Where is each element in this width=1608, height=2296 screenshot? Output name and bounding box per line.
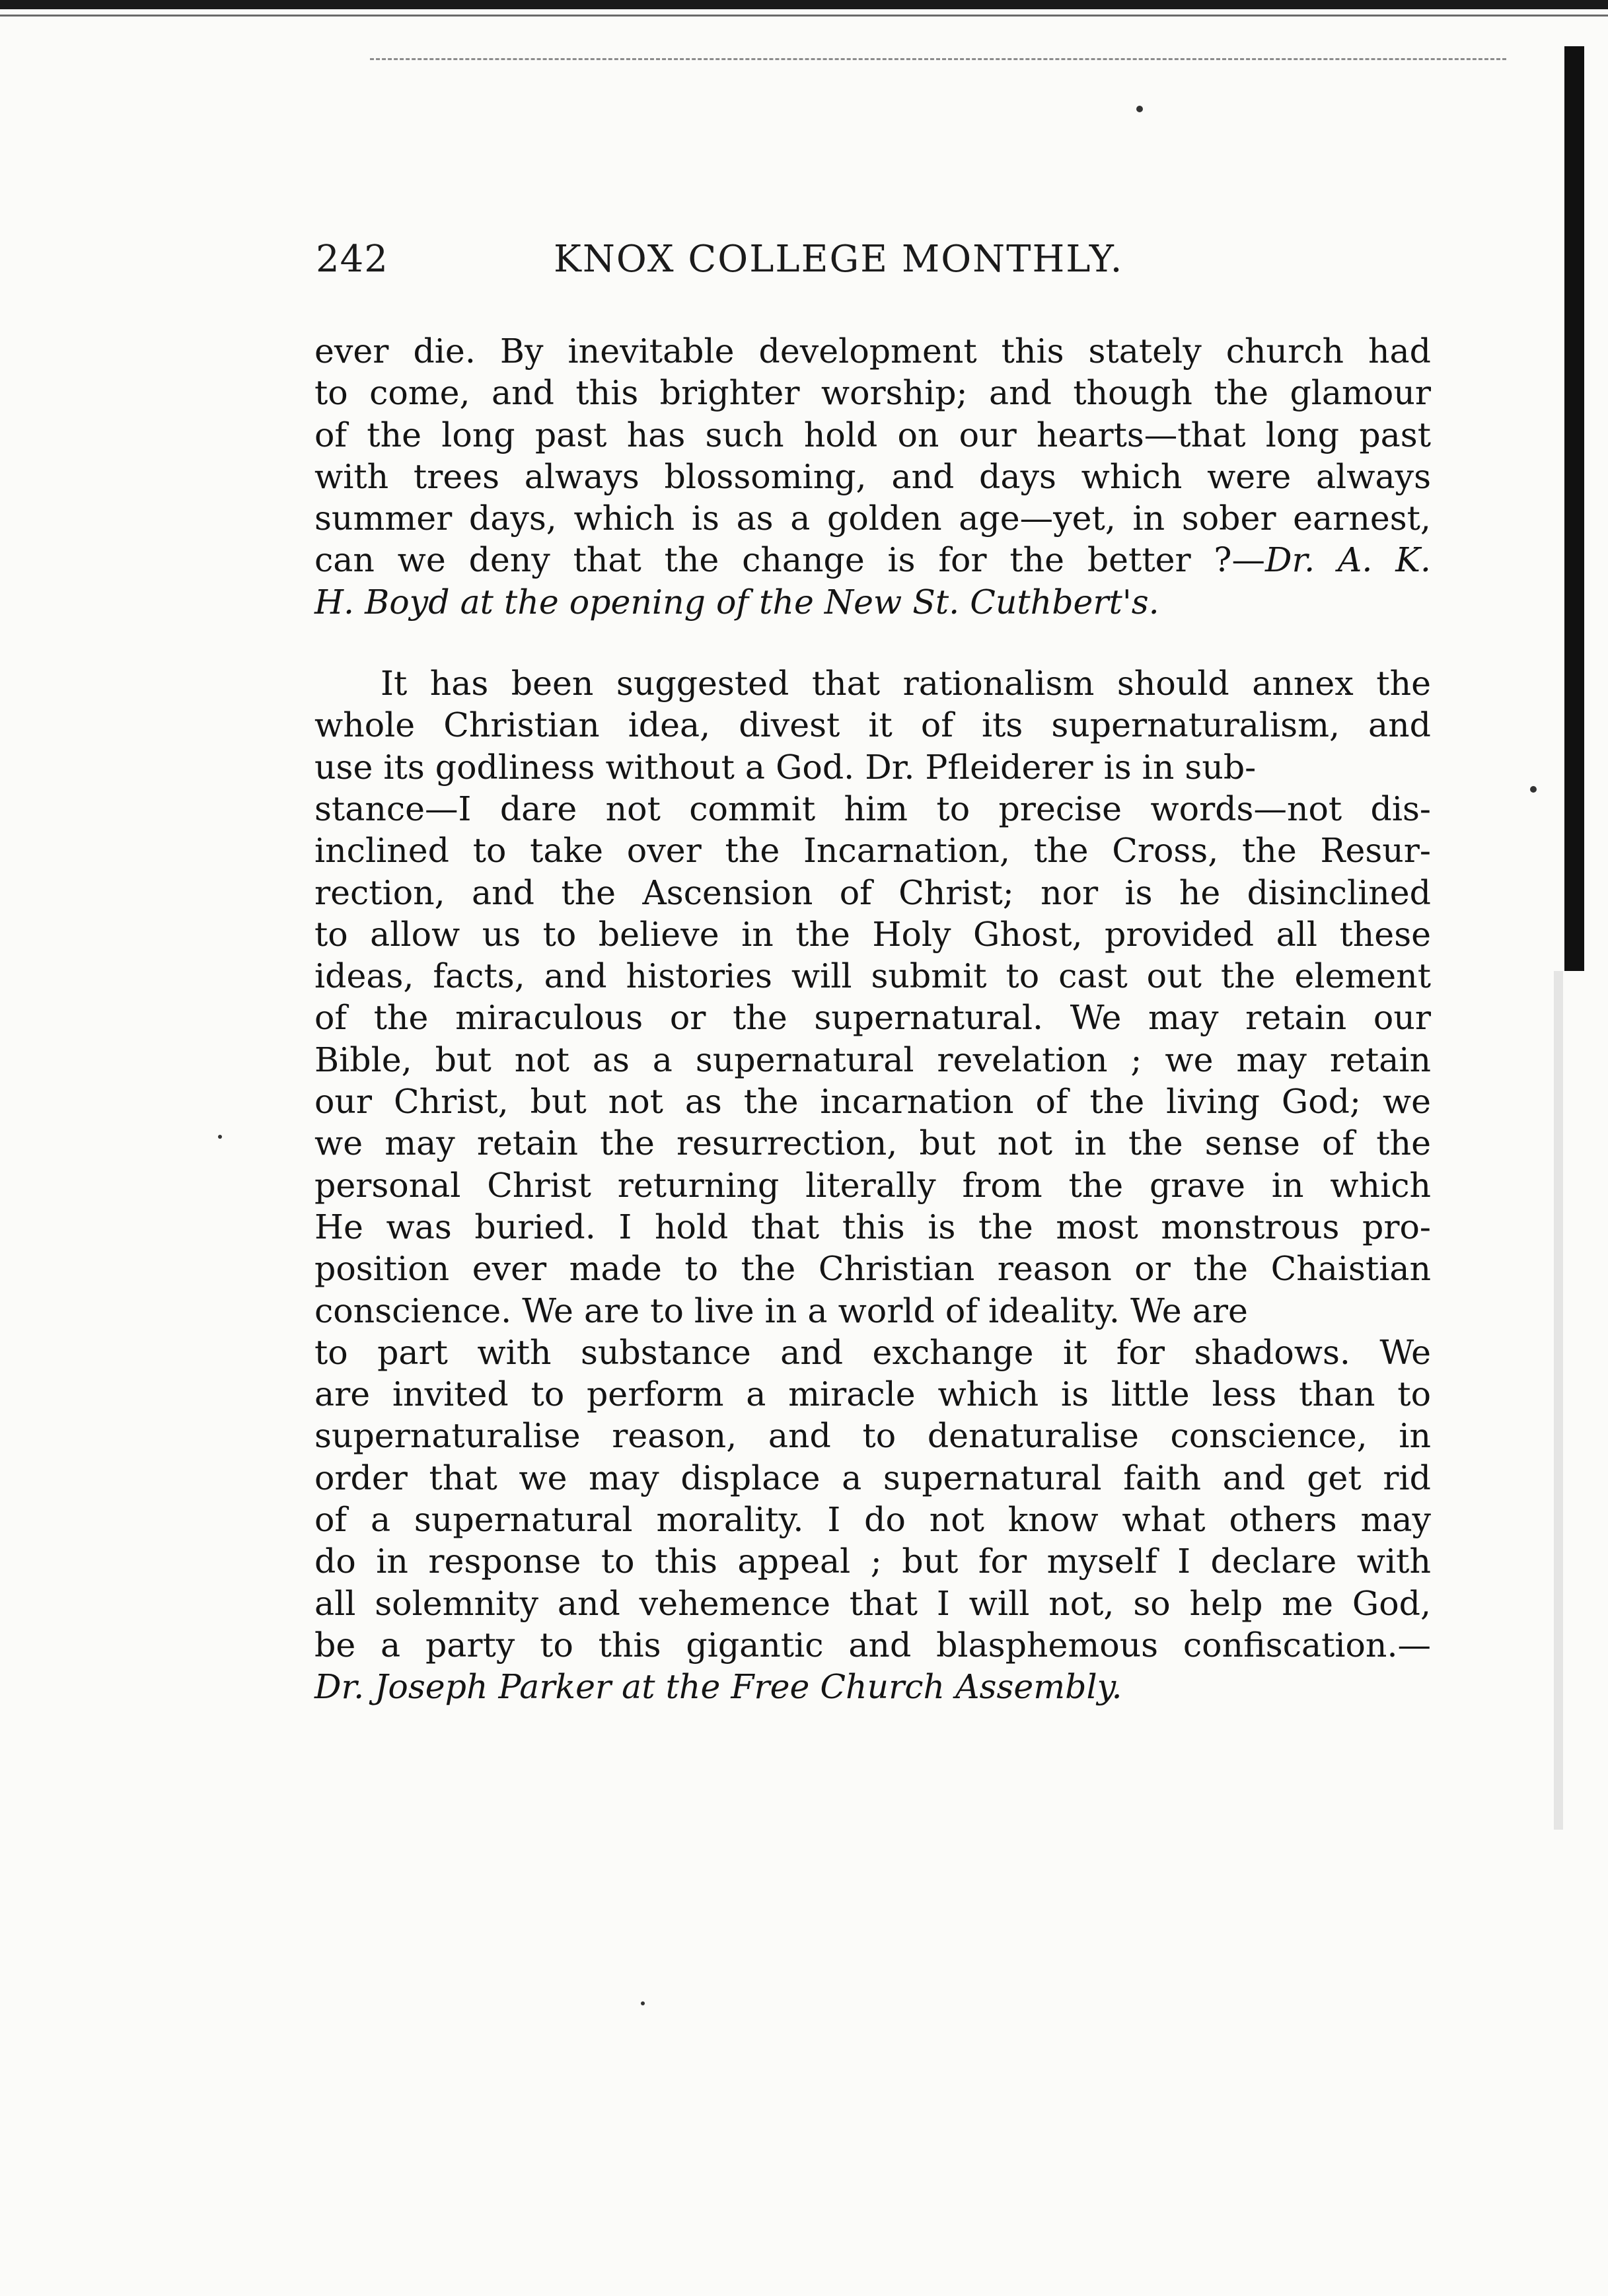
page-header	[316, 238, 1201, 291]
text-line: rection, and the Ascension of Christ; nor is he disinclined	[314, 873, 1431, 912]
text-line: use its godliness without a God. Dr. Pfleiderer is in sub-	[314, 747, 1257, 787]
text-line: do in response to this appeal ; but for myself I declare with	[314, 1542, 1431, 1581]
text-line: summer days, which is as a golden age—yet, in sober earnest,	[314, 499, 1431, 538]
scan-top-edge	[0, 0, 1608, 9]
text-line: position ever made to the Christian reason or the Chaistian	[314, 1249, 1431, 1289]
text-line: we may retain the resurrection, but not in the sense of the	[314, 1124, 1431, 1163]
page-number: 242	[316, 238, 388, 281]
text-line: It has been suggested that rationalism should annex the	[381, 664, 1431, 703]
text-line: whole Christian idea, divest it of its supernaturalism, and	[314, 705, 1431, 745]
text-line: Bible, but not as a supernatural revelation ; we may retain	[314, 1040, 1431, 1079]
text-line: of a supernatural morality. I do not know what others may	[314, 1500, 1431, 1540]
text-line: all solemnity and vehemence that I will not, so help me God,	[314, 1583, 1431, 1623]
attribution-start: Dr. A. K.	[1265, 540, 1431, 580]
text-line	[314, 539, 1431, 581]
attribution: Dr. Joseph Parker at the Free Church Assembly.	[314, 1667, 1122, 1707]
scan-top-line	[0, 15, 1608, 17]
scan-speck	[1136, 106, 1143, 112]
scan-speck	[218, 1135, 222, 1139]
attribution-line	[314, 581, 1431, 623]
scan-right-edge	[1564, 46, 1584, 971]
attribution: H. Boyd at the opening of the New St. Cuthbert's.	[314, 582, 1159, 622]
text-line: order that we may displace a supernatural faith and get rid	[314, 1458, 1431, 1497]
scan-right-shadow	[1554, 971, 1563, 1830]
text-line: to part with substance and exchange it for shadows. We	[314, 1332, 1431, 1372]
text-line: with trees always blossoming, and days which were always	[314, 456, 1431, 496]
paragraph-2	[314, 663, 1431, 1707]
text-line: conscience. We are to live in a world of ideality. We are	[314, 1291, 1248, 1330]
running-title: KNOX COLLEGE MONTHLY.	[554, 238, 1124, 281]
text-line: our Christ, but not as the incarnation of the living God; we	[314, 1082, 1431, 1122]
text-line: of the miraculous or the supernatural. We may retain our	[314, 998, 1431, 1038]
text-line: are invited to perform a miracle which is little less than to	[314, 1375, 1431, 1414]
article-body	[314, 330, 1431, 1708]
text-line: He was buried. I hold that this is the most monstrous pro-	[314, 1207, 1431, 1246]
scan-speck	[1530, 786, 1537, 793]
text-line: inclined to take over the Incarnation, the Cross, the Resur-	[314, 831, 1431, 871]
text-line: stance—I dare not commit him to precise words—not dis-	[314, 789, 1431, 828]
text-line: ever die. By inevitable development this stately church had	[314, 332, 1431, 371]
text-line: to come, and this brighter worship; and though the glamour	[314, 373, 1431, 413]
text-line: of the long past has such hold on our hearts—that long past	[314, 415, 1431, 454]
text-line-main: can we deny that the change is for the better ?—	[314, 540, 1265, 580]
text-line: ideas, facts, and histories will submit to cast out the element	[314, 956, 1431, 996]
attribution-line	[314, 1666, 1431, 1707]
text-line: personal Christ returning literally from the grave in which	[314, 1165, 1431, 1205]
scan-speck	[641, 2001, 645, 2005]
text-line: supernaturalise reason, and to denaturalise conscience, in	[314, 1416, 1431, 1456]
text-line: to allow us to believe in the Holy Ghost, provided all these	[314, 914, 1431, 954]
paragraph-1	[314, 330, 1431, 623]
scan-dash-artifact	[370, 58, 1506, 60]
text-line: be a party to this gigantic and blasphemous confiscation.—	[314, 1625, 1431, 1665]
